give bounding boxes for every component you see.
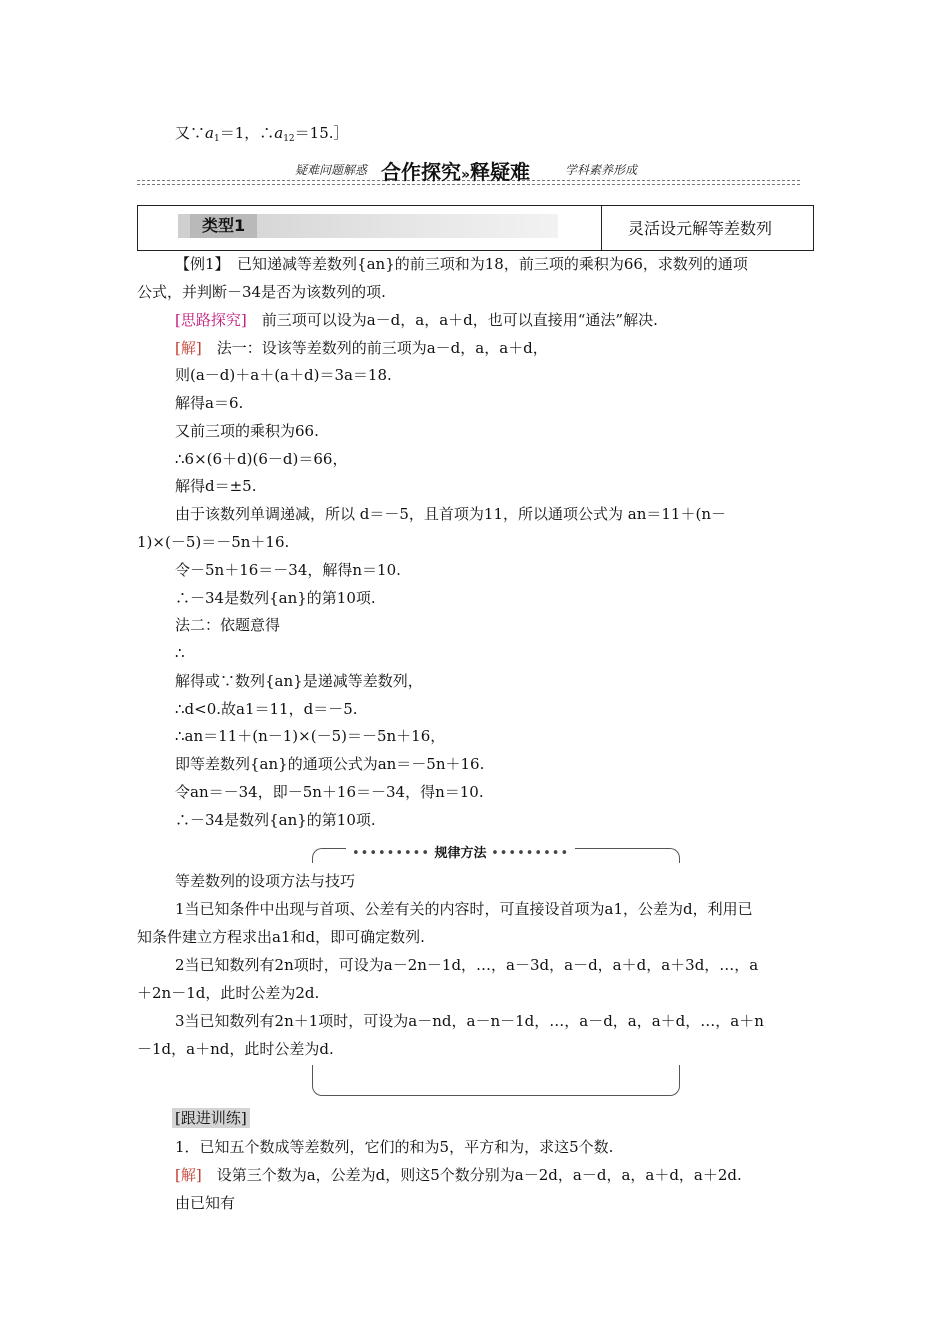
subscript: 12 (283, 134, 295, 144)
type-box (137, 205, 814, 251)
solution-line: ∴ (175, 644, 185, 662)
var: a (274, 124, 284, 142)
solution-line: 令－5n＋16＝－34，解得n＝10. (175, 561, 401, 579)
solution-first-line (175, 337, 548, 359)
method-line: 3当已知数列有2n＋1项时，可设为a－nd，a－n－1d，…，a－d，a，a＋d，…，a＋n (175, 1012, 764, 1030)
var: a (205, 124, 214, 142)
solution-text: 法一：设该等差数列的前三项为a－d，a，a＋d， (201, 339, 548, 357)
solution-line: 又前三项的乘积为66. (175, 422, 319, 440)
solution-line: ∴d<0.故a1＝11，d＝－5. (175, 700, 358, 718)
training-solution-line: 由已知有 (175, 1194, 236, 1212)
top-line (175, 122, 349, 150)
method-title (346, 842, 575, 861)
section-title (381, 156, 530, 185)
method-box-bottom (312, 1065, 680, 1096)
type-title: 灵活设元解等差数列 (628, 219, 773, 238)
section-subtitle-left: 疑难问题解惑 (295, 163, 368, 177)
solution-label: [解] (175, 1166, 202, 1184)
solution-text: 设第三个数为a，公差为d，则这5个数分别为a－2d，a－d，a，a＋d，a＋2d. (201, 1166, 742, 1184)
solution-line: 则(a－d)＋a＋(a＋d)＝3a＝18. (175, 366, 392, 384)
method-line: －1d，a＋nd，此时公差为d. (137, 1040, 334, 1058)
section-title-part1: 合作探究 (381, 160, 461, 184)
solution-line: 解得a＝6. (175, 394, 244, 412)
solution-line: 解得d＝±5. (175, 477, 257, 495)
section-header (137, 158, 800, 186)
type-label: 类型1 (190, 214, 257, 238)
method-line: 1当已知条件中出现与首项、公差有关的内容时，可直接设首项为a1，公差为d，利用已 (175, 900, 753, 918)
training-question: 1．已知五个数成等差数列，它们的和为5，平方和为，求这5个数. (175, 1138, 614, 1156)
training-label: [跟进训练] (172, 1108, 250, 1128)
solution-line: 由于该数列单调递减，所以 d＝－5，且首项为11，所以通项公式为 an＝11＋(n－ (175, 505, 726, 523)
divider (601, 206, 602, 250)
method-line: 知条件建立方程求出a1和d，即可确定数列. (137, 928, 425, 946)
section-title-part2: 释疑难 (470, 160, 531, 184)
solution-line: 法二：依题意得 (175, 616, 281, 634)
solution-line: ∴－34是数列{an}的第10项. (175, 811, 376, 829)
text: ＝1，∴ (219, 124, 275, 142)
solution-label: [解] (175, 339, 202, 357)
solution-line: 解得或∵数列{an}是递减等差数列， (175, 672, 423, 690)
method-line: 2当已知数列有2n项时，可设为a－2n－1d，…，a－3d，a－d，a＋d，a＋3d，…，a (175, 956, 759, 974)
method-heading: 等差数列的设项方法与技巧 (175, 872, 356, 890)
text: 又∵ (175, 124, 206, 142)
arrow-icon: » (461, 167, 471, 183)
explore-label: [思路探究] (175, 311, 247, 329)
dots: ••••••••• (491, 846, 570, 861)
example-line: 公式，并判断－34是否为该数列的项. (137, 283, 386, 301)
training-solution-line (175, 1164, 742, 1186)
method-line: ＋2n－1d，此时公差为2d. (137, 984, 320, 1002)
solution-line: ∴an＝11＋(n－1)×(－5)＝－5n＋16， (175, 727, 446, 745)
solution-line: 令an＝－34，即－5n＋16＝－34，得n＝10. (175, 783, 484, 801)
section-subtitle-right: 学科素养形成 (565, 163, 638, 177)
explore-text: 前三项可以设为a－d，a，a＋d，也可以直接用“通法”解决. (246, 311, 658, 329)
subscript: 1 (213, 134, 220, 144)
solution-line: 即等差数列{an}的通项公式为an＝－5n＋16. (175, 755, 485, 773)
text: ＝15.］ (294, 124, 349, 142)
dots: ••••••••• (352, 846, 431, 861)
solution-line: ∴－34是数列{an}的第10项. (175, 589, 376, 607)
solution-line: 1)×(－5)＝－5n＋16. (137, 533, 290, 551)
explore-line (175, 309, 658, 331)
method-title-text: 规律方法 (434, 846, 487, 861)
solution-line: ∴6×(6＋d)(6－d)＝66， (175, 450, 348, 468)
example-line: 【例1】 已知递减等差数列{an}的前三项和为18，前三项的乘积为66，求数列的通项 (175, 255, 748, 273)
